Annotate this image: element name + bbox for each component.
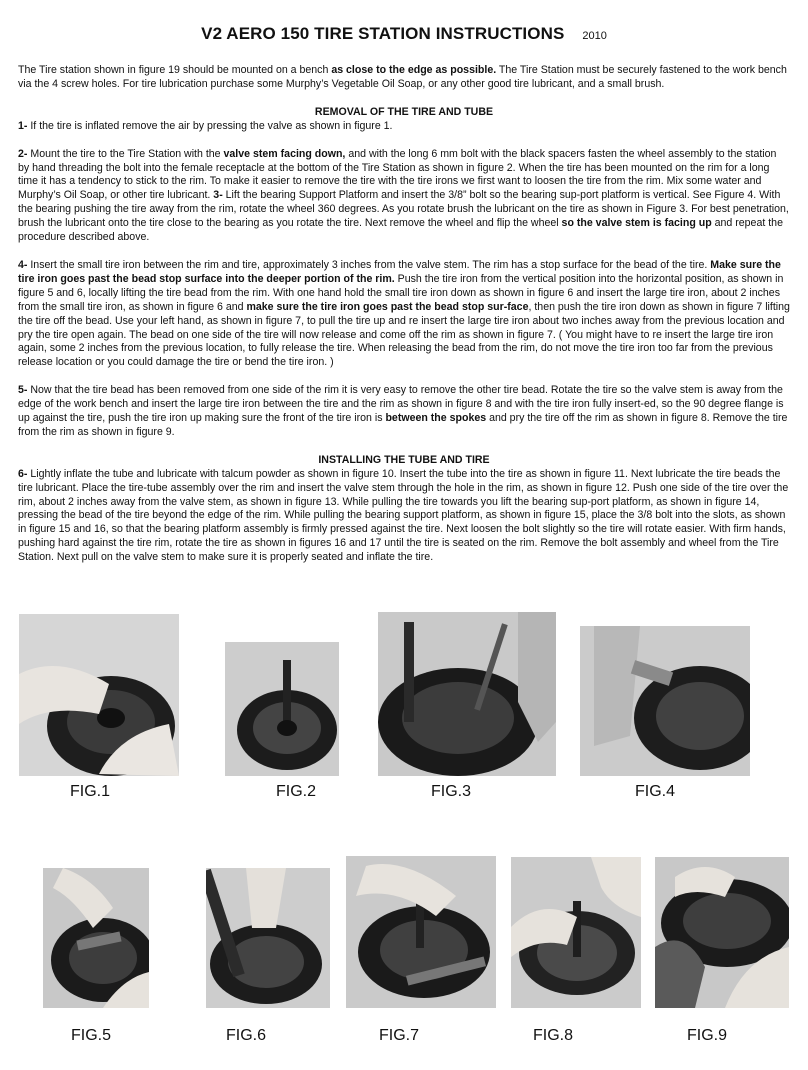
step-2-text-4: and repeat the procedure described above.: [18, 217, 783, 244]
intro-text-1: The Tire station shown in figure 19 should be mounted on a bench: [18, 64, 332, 76]
step-1-number: 1-: [18, 119, 28, 132]
intro-text-2: The Tire Station must be securely fastened to the work bench via the 4 screw holes. For tire lubrication purchase some Murphy’s Vegetable Oil Soap, or any other good tire lubricant, and a small brush.: [18, 64, 787, 90]
step-1: [18, 120, 790, 134]
step-4-text-1: Insert the small tire iron between the rim and tire, approximately 3 inches from the valve stem. The rim has a stop surface for the bead of the tire.: [27, 258, 711, 271]
step-6: [18, 468, 790, 565]
step-2-bold-3: so the valve stem is facing up: [561, 217, 712, 230]
figure-7-photo: [346, 856, 496, 1008]
figure-9-caption: FIG.9: [687, 1027, 728, 1044]
step-3-number: 3-: [213, 189, 223, 202]
step-6-number: 6-: [18, 467, 28, 480]
figure-5-photo: [43, 868, 149, 1008]
figure-3-caption: FIG.3: [431, 783, 472, 800]
step-5-text-2: and pry the tire off the rim as shown in figure 8. Remove the tire from the rim as shown in figure 9.: [18, 412, 788, 438]
step-4-number: 4-: [18, 258, 28, 271]
step-4-text-2: Push the tire iron from the vertical position into the horizontal position, as shown in figure 5 and 6, locally lifting the tire bead from the rim. With one hand hold the small tire iron down as shown in figure 6 and insert the large tire iron, about 2 inches from the small tire iron, as shown in figure 6 and: [18, 272, 784, 313]
step-2-text-3: Lift the bearing Support Platform and insert the 3/8” bolt so the bearing sup-port platform is vertical. See Figure 4. With the bearing pushing the tire away from the rim, rotate the wheel 360 degrees. As you rotate brush the lubricant on the tire as shown in Figure 3. For best penetration, brush the lubricant onto the tire close to the bearing as you rotate the tire. Next remove the wheel and flip the wheel: [18, 189, 789, 230]
step-2-bold-1: valve stem facing down,: [223, 147, 346, 160]
figure-7-caption: FIG.7: [379, 1027, 420, 1044]
install-heading: INSTALLING THE TUBE AND TIRE: [318, 453, 490, 466]
figure-1-caption: FIG.1: [70, 783, 111, 800]
intro-paragraph: [18, 64, 790, 92]
page-title: V2 AERO 150 TIRE STATION INSTRUCTIONS: [201, 24, 565, 43]
year-label: 2010: [582, 30, 607, 42]
step-2-text-2: and with the long 6 mm bolt with the black spacers fasten the wheel assembly to the station by hand threading the bolt into the female receptacle at the bottom of the Tire Station as shown in figure 2. When the tire has been mounted on the rim for a long time it has a tendency to stick to the rim. To make it easier to remove the tire with the tire irons we first want to loosen the tire from the rim. Mix some water and Murphy’s Oil Soap, or other tire lubricant.: [18, 147, 777, 202]
step-1-text: If the tire is inflated remove the air by pressing the valve as shown in figure 1.: [27, 119, 393, 132]
step-2-number: 2-: [18, 147, 28, 160]
step-4-text-3: , then push the tire iron down as shown in figure 7 lifting the tire off the bead. Use your left hand, as shown in figure 7, to pull the tire up and re insert the large tire iron about two inches away from the previous location and pry the tire open again. The bead on one side of the tire will now release and come off the rim as shown in figure 7. ( You might have to re insert the large tire iron again, some 2 inches from the previous location, to fully release the tire. When releasing the bead from the rim, do not move the tire iron too far from the previous release location or you could damage the tire or bend the tire iron. ): [18, 300, 790, 369]
document-page: [18, 24, 790, 565]
step-5-number: 5-: [18, 384, 28, 397]
step-4-bold-1: Make sure the tire iron goes past the bead stop surface into the deeper portion of the rim.: [18, 258, 781, 285]
figure-8-caption: FIG.8: [533, 1027, 574, 1044]
figure-4-caption: FIG.4: [635, 783, 676, 800]
intro-bold-1: as close to the edge as possible.: [331, 64, 497, 76]
header: [18, 24, 790, 52]
step-2-text-1: Mount the tire to the Tire Station with the: [27, 147, 224, 160]
step-6-text: Lightly inflate the tube and lubricate with talcum powder as shown in figure 10. Insert the tube into the tire as shown in figure 11. Next lubricate the tire beads the tire lubricant. Place the tire-tube assembly over the rim and insert the valve stem through the hole in the rim, as shown in figure 12. Push one side of the tire over the rim, about 2 inches away from the valve stem, as shown in figure 13. While pulling the tire towards you lift the bearing sup-port platform, as shown in figure 14, pressing the bead of the tire beyond the edge of the rim. While pulling the bearing support platform, as shown in figure 15, place the 3/8 bolt into the slots, as shown in figure 15 and 16, so that the bearing platform assembly is firmly pressed against the tire. Next loosen the bolt slightly so the tire will rotate easier. With firm hands, pushing hard against the tire rim, rotate the tire as shown in figures 16 and 17 until the tire is seated on the rim. Remove the bolt assembly and wheel from the Tire Station. Next pull on the valve stem to make sure it is properly seated and inflate the tire.: [18, 467, 789, 564]
step-5: [18, 384, 790, 440]
figure-2-photo: [225, 642, 339, 776]
figure-9-photo: [655, 857, 789, 1008]
removal-heading: REMOVAL OF THE TIRE AND TUBE: [314, 105, 494, 118]
figure-1-photo: [19, 614, 179, 776]
figure-5-caption: FIG.5: [71, 1027, 112, 1044]
step-5-bold-1: between the spokes: [385, 412, 487, 425]
figure-3-photo: [378, 612, 556, 776]
figure-6-photo: [206, 868, 330, 1008]
figure-6-caption: FIG.6: [226, 1027, 267, 1044]
step-4: [18, 259, 790, 370]
step-5-text-1: Now that the tire bead has been removed from one side of the rim it is very easy to remove the other tire bead. Rotate the tire so the valve stem is away from the edge of the work bench and insert the large tire iron between the tire and the rim as shown in figure 8 and with the tire iron fully insert-ed, so the 90 degree flange is up against the tire, push the tire iron up making sure the front of the tire iron is: [18, 384, 784, 425]
figure-4-photo: [580, 626, 750, 776]
figure-8-photo: [511, 857, 641, 1008]
figure-2-caption: FIG.2: [276, 783, 317, 800]
step-2: [18, 148, 790, 245]
step-4-bold-2: make sure the tire iron goes past the bead stop sur-face: [246, 300, 529, 313]
